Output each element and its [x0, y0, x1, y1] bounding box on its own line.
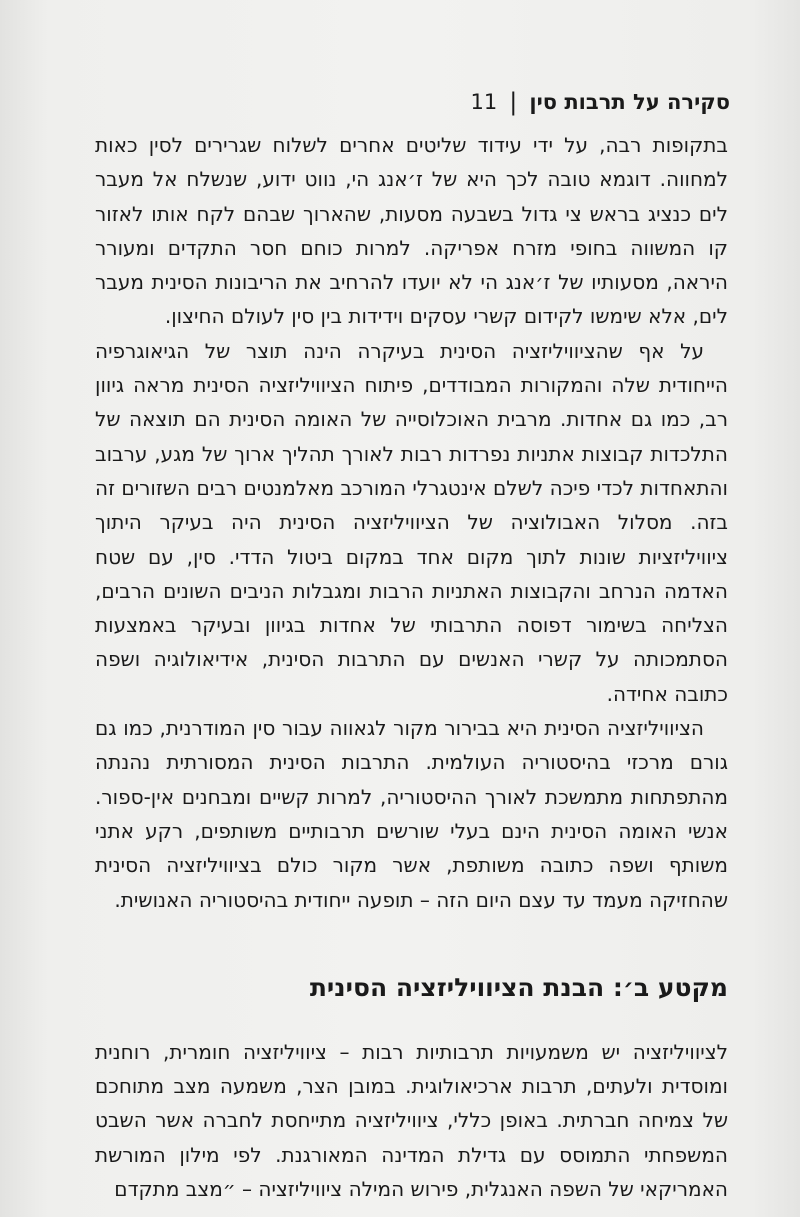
header-title: סקירה על תרבות סין	[529, 90, 730, 114]
running-header	[108, 88, 730, 116]
section-paragraph: לציוויליזציה יש משמעויות תרבותיות רבות – ציוויליזציה חומרית, רוחנית ומוסדית ולעתים, תרבות ארכיאולוגית. במובן הצר, משמעה מצב מתוחכם של צמיחה חברתית. באופן כללי, ציוויליזציה מתייחסת לחברה אשר השבט המשפחתי התמוסס עם גדילת המדינה המאורגנת. לפי מילון המורשת האמריקאי של השפה האנגלית, פירוש המילה ציוויליזציה – ״מצב מתקדם	[95, 1039, 728, 1202]
paragraph-1: בתקופות רבה, על ידי עידוד שליטים אחרים לשלוח שגרירים לסין כאות למחווה. דוגמא טובה לכך היא של ז׳אנג הי, נווט ידוע, שנשלח אל מעבר לים כנציג בראש צי גדול בשבעה מסעות, שהארוך שבהם לקח אותו לאזור קו המשווה בחופי מזרח אפריקה. למרות כוחם חסר התקדים ומעורר היראה, מסעותיו של ז׳אנג הי לא יועדו להרחיב את הריבונות הסינית מעבר לים, אלא שימשו לקידום קשרי עסקים וידידות בין סין לעולם החיצון.	[95, 133, 728, 329]
paragraph-2: על אף שהציוויליזציה הסינית בעיקרה הינה תוצר של הגיאוגרפיה הייחודית שלה והמקורות המבודדים, פיתוח הציוויליזציה הסינית מראה גיוון רב, כמו גם אחדות. מרבית האוכלוסייה של האומה הסינית הם תוצאה של התלכדות קבוצות אתניות נפרדות רבות לאורך תהליך ארוך של מגע, ערבוב והתאחדות לכדי פיכה לשלם אינטגרלי המורכב מאלמנטים רבים השזורים זה בזה. מסלול האבולוציה של הציוויליזציה הסינית היה בעיקר היתוך ציוויליזציות שונות לתוך מקום אחד במקום ביטול הדדי. סין, עם שטח האדמה הנרחב והקבוצות האתניות הרבות ומגבלות הניבים השונים הרבים, הצליחה בשימור דפוסה התרבותי של אחדות בגיוון ובעיקר באמצעות הסתמכותה על קשרי האנשים עם התרבות הסינית, אידיאולוגיה ושפה כתובה אחידה.	[95, 338, 728, 706]
page-body	[95, 128, 728, 1206]
header-separator: |	[509, 88, 518, 116]
paragraph-3: הציוויליזציה הסינית היא בבירור מקור לגאווה עבור סין המודרנית, כמו גם גורם מרכזי בהיסטוריה העולמית. התרבות הסינית המסורתית נהנתה מהתפתחות מתמשכת לאורך ההיסטוריה, למרות קשיים ומבחנים אין-ספור. אנשי האומה הסינית הינם בעלי שורשים תרבותיים משותפים, רקע אתני משותף ושפה כתובה משותפת, אשר מקור כולם בציוויליזציה הסינית שהחזיקה מעמד עד עצם היום הזה – תופעה ייחודית בהיסטוריה האנושית.	[95, 716, 728, 912]
section-heading: מקטע ב׳: הבנת הציוויליזציה הסינית	[309, 972, 728, 1002]
page-number: 11	[470, 90, 498, 114]
